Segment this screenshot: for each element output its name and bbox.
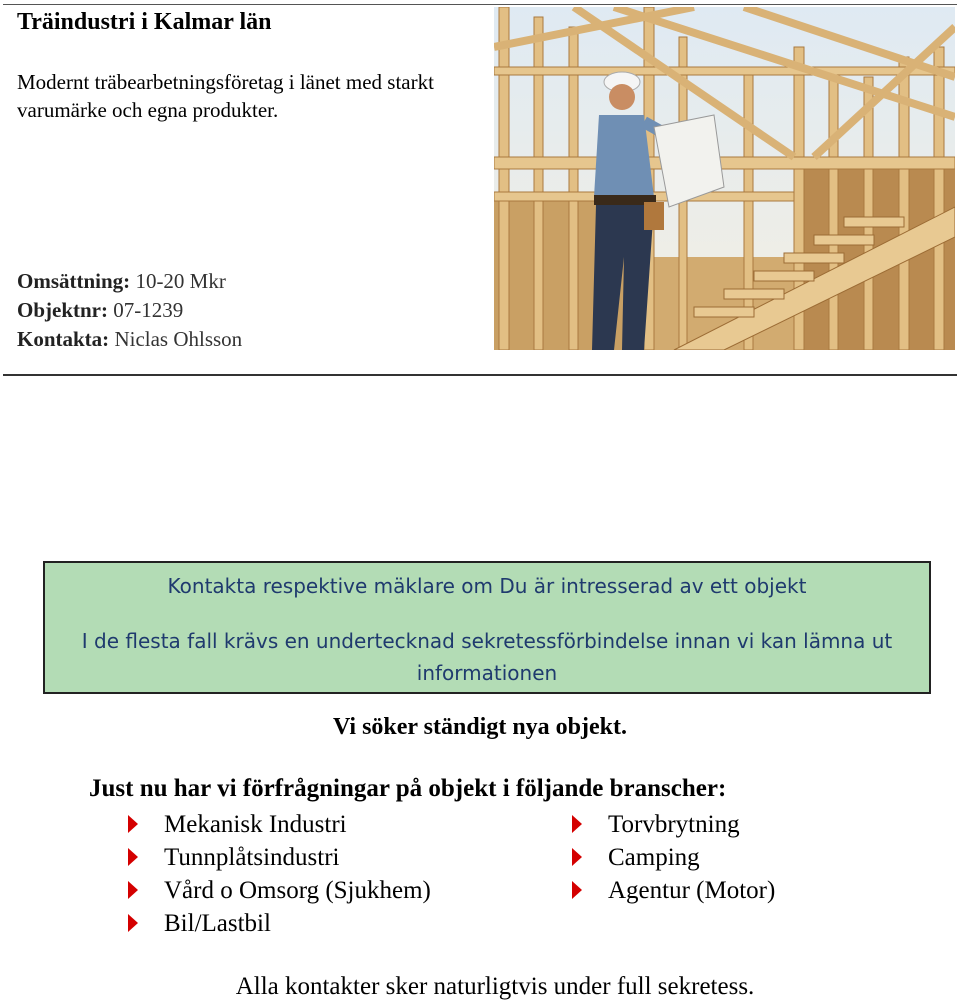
sector-label: Camping — [608, 844, 700, 871]
fact-label: Kontakta: — [17, 327, 110, 351]
sector-label: Torvbrytning — [608, 811, 740, 838]
listing-description: Modernt träbearbetningsföretag i länet med starkt varumärke och egna produkter. — [17, 70, 434, 122]
list-item — [572, 808, 740, 841]
list-item — [128, 841, 340, 874]
fact-label: Objektnr: — [17, 298, 108, 322]
list-item — [128, 874, 431, 907]
sector-label: Mekanisk Industri — [164, 811, 347, 838]
list-item — [128, 808, 347, 841]
sector-label: Tunnplåtsindustri — [164, 844, 340, 871]
contact-notice-box — [43, 561, 931, 694]
sector-label: Agentur (Motor) — [608, 877, 776, 904]
fact-value: 07-1239 — [113, 298, 184, 322]
bullet-arrow-icon — [572, 848, 582, 866]
bullet-arrow-icon — [128, 815, 138, 833]
top-divider — [3, 4, 957, 5]
sector-label: Bil/Lastbil — [164, 910, 271, 937]
fact-value: Niclas Ohlsson — [114, 327, 243, 351]
listing-facts — [17, 267, 242, 354]
contact-notice-line: Kontakta respektive mäklare om Du är intresserad av ett objekt — [167, 574, 807, 598]
list-item — [572, 874, 775, 907]
section-divider — [3, 374, 957, 376]
bullet-arrow-icon — [128, 914, 138, 932]
fact-label: Omsättning: — [17, 269, 131, 293]
inquiries-heading: Just nu har vi förfrågningar på objekt i följande branscher: — [89, 775, 727, 802]
bullet-arrow-icon — [128, 848, 138, 866]
list-item — [572, 841, 700, 874]
fact-value: 10-20 Mkr — [135, 269, 226, 293]
bullet-arrow-icon — [572, 815, 582, 833]
fact-object-number — [17, 296, 242, 325]
listing-title: Träindustri i Kalmar län — [17, 9, 272, 35]
construction-photo — [494, 7, 955, 350]
confidentiality-notice-line: I de flesta fall krävs en undertecknad sekretessförbindelse innan vi kan lämna ut informationen — [81, 629, 893, 685]
fact-contact — [17, 325, 242, 354]
seeking-heading: Vi söker ständigt nya objekt. — [332, 714, 628, 740]
bullet-arrow-icon — [572, 881, 582, 899]
bullet-arrow-icon — [128, 881, 138, 899]
list-item — [128, 907, 271, 940]
sector-label: Vård o Omsorg (Sjukhem) — [164, 877, 431, 904]
confidentiality-footer: Alla kontakter sker naturligtvis under full sekretess. — [235, 973, 755, 1000]
fact-revenue — [17, 267, 242, 296]
